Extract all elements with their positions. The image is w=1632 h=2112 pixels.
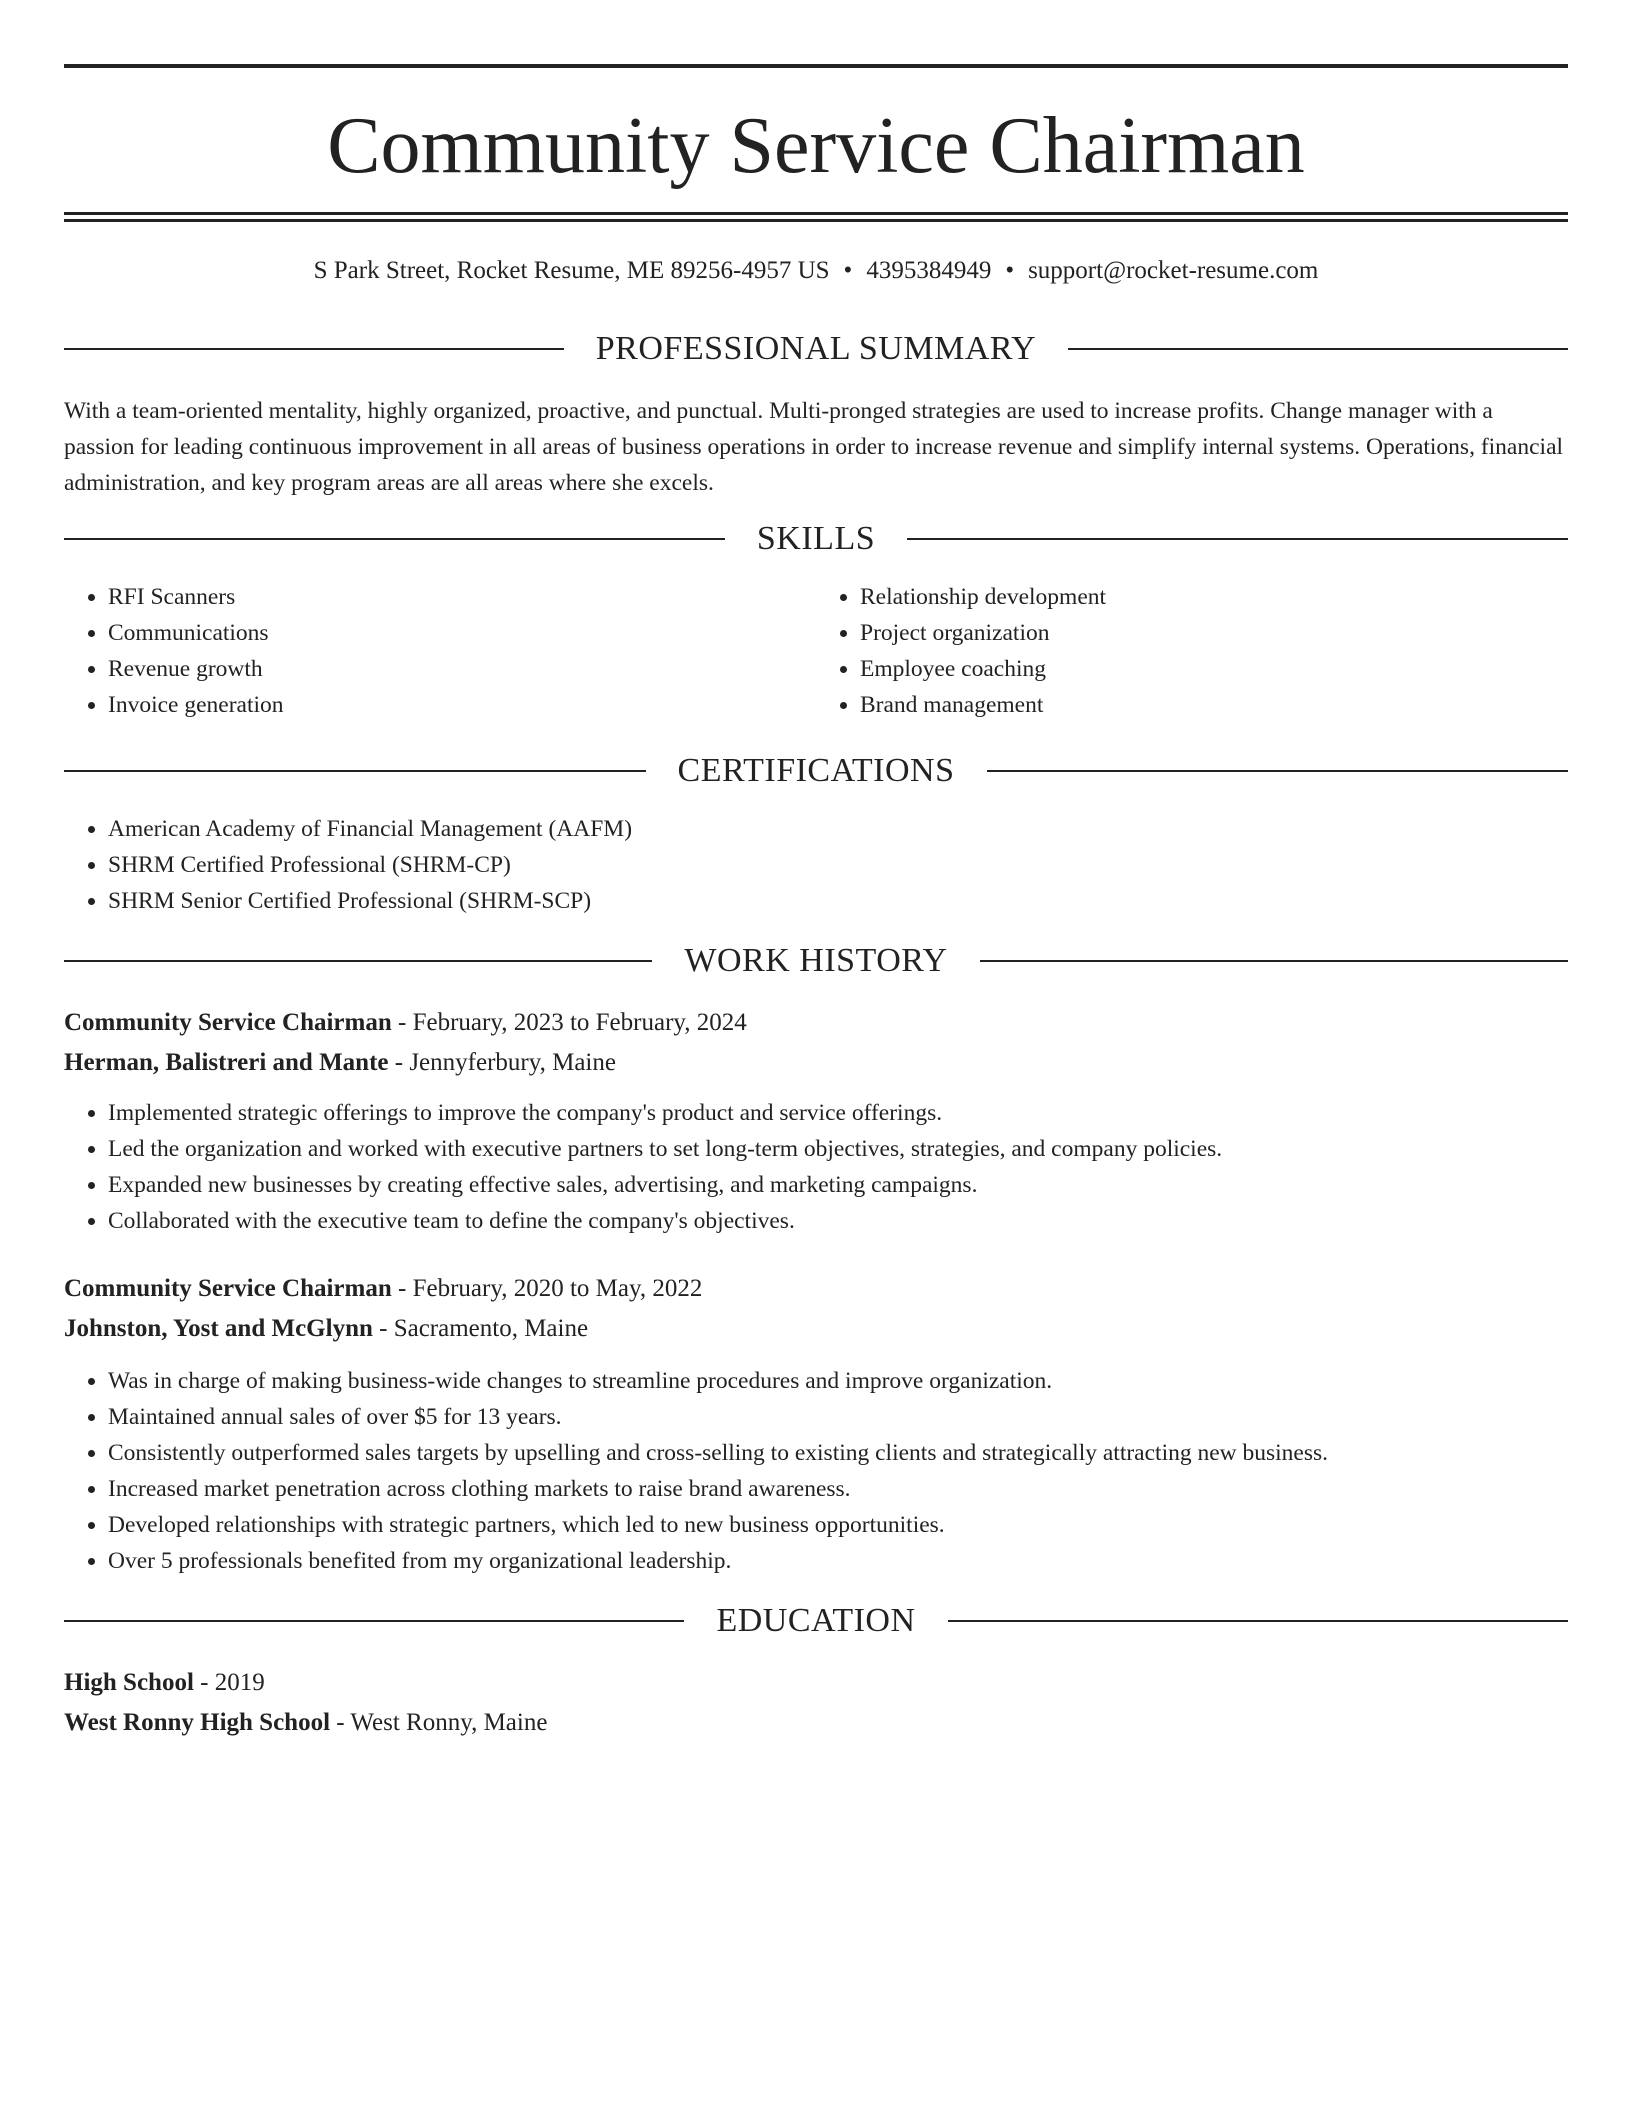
certification-item: • American Academy of Financial Management (AAFM) (108, 811, 1568, 847)
job-title-line (64, 1269, 1568, 1309)
education-heading (64, 1601, 1568, 1641)
skills-list (64, 579, 1568, 723)
summary-heading (64, 329, 1568, 369)
resume-name: Community Service Chairman (327, 102, 1305, 190)
contact-line (64, 256, 1568, 286)
skills-heading-text: SKILLS (756, 520, 876, 557)
heading-rule (64, 1620, 684, 1622)
heading-rule (64, 538, 725, 540)
work-history-heading-text: WORK HISTORY (684, 942, 948, 979)
job-bullet: • Consistently outperformed sales targets by upselling and cross-selling to existing clients and strategically attracting new business. (108, 1435, 1568, 1471)
contact-separator: • (843, 257, 853, 284)
double-rule (64, 212, 1568, 222)
job-bullet: • Collaborated with the executive team to define the company's objectives. (108, 1203, 1568, 1239)
heading-rule (64, 960, 652, 962)
job-bullets (64, 1363, 1568, 1579)
skill-item: • Communications (108, 615, 816, 651)
job-bullet: • Led the organization and worked with executive partners to set long-term objectives, strategies, and company policies. (108, 1131, 1568, 1167)
job-bullet: • Maintained annual sales of over $5 for 13 years. (108, 1399, 1568, 1435)
work-history-heading (64, 941, 1568, 981)
skill-item: • Brand management (860, 687, 1568, 723)
skill-item: • RFI Scanners (108, 579, 816, 615)
heading-rule (1068, 348, 1568, 350)
education-degree: High School (64, 1669, 194, 1696)
job-bullet: • Was in charge of making business-wide changes to streamline procedures and improve organization. (108, 1363, 1568, 1399)
job-bullet: • Increased market penetration across clothing markets to raise brand awareness. (108, 1471, 1568, 1507)
heading-rule (64, 770, 646, 772)
job-company: Johnston, Yost and McGlynn (64, 1315, 373, 1342)
education-entry (64, 1663, 1568, 1743)
job-bullet: • Developed relationships with strategic partners, which led to new business opportunities. (108, 1507, 1568, 1543)
job-company: Herman, Balistreri and Mante (64, 1049, 389, 1076)
job-company-line (64, 1043, 1568, 1083)
skills-heading (64, 519, 1568, 559)
summary-text: With a team-oriented mentality, highly organized, proactive, and punctual. Multi-pronged strategies are used to increase profits. Change manager with a passion for leading continuous improvement in all areas of business operations in order to increase revenue and simplify internal systems. Operations, financial administration, and key program areas are all areas where she excels. (64, 398, 1564, 496)
contact-phone: 4395384949 (866, 257, 992, 284)
job-bullet: • Over 5 professionals benefited from my organizational leadership. (108, 1543, 1568, 1579)
contact-email: support@rocket-resume.com (1028, 257, 1319, 284)
job-entry (64, 1269, 1568, 1579)
skill-item: • Project organization (860, 615, 1568, 651)
certifications-heading-text: CERTIFICATIONS (677, 752, 955, 789)
contact-address: S Park Street, Rocket Resume, ME 89256-4957 US (313, 257, 830, 284)
education-degree-line (64, 1663, 1568, 1703)
top-rule (64, 64, 1568, 68)
certifications-heading (64, 751, 1568, 791)
job-bullet: • Expanded new businesses by creating effective sales, advertising, and marketing campaigns. (108, 1167, 1568, 1203)
heading-rule (907, 538, 1568, 540)
heading-rule (64, 348, 564, 350)
skills-column-right (816, 579, 1568, 723)
heading-rule (948, 1620, 1568, 1622)
certification-item: • SHRM Senior Certified Professional (SHRM-SCP) (108, 883, 1568, 919)
job-company-line (64, 1309, 1568, 1349)
education-school: West Ronny High School (64, 1709, 331, 1736)
education-year: - 2019 (193, 1669, 265, 1696)
job-dates: - February, 2020 to May, 2022 (391, 1275, 703, 1302)
job-bullets (64, 1095, 1568, 1239)
heading-rule (987, 770, 1569, 772)
skill-item: • Invoice generation (108, 687, 816, 723)
skill-item: • Employee coaching (860, 651, 1568, 687)
job-title: Community Service Chairman (64, 1275, 392, 1302)
education-heading-text: EDUCATION (716, 1602, 916, 1639)
certifications-list (64, 811, 1568, 919)
education-location: - West Ronny, Maine (330, 1709, 548, 1736)
education-school-line (64, 1703, 1568, 1743)
job-location: - Jennyferbury, Maine (388, 1049, 616, 1076)
job-title-line (64, 1003, 1568, 1043)
job-title: Community Service Chairman (64, 1009, 392, 1036)
certification-item: • SHRM Certified Professional (SHRM-CP) (108, 847, 1568, 883)
job-entry (64, 1003, 1568, 1239)
skills-column-left (64, 579, 816, 723)
heading-rule (980, 960, 1568, 962)
job-location: - Sacramento, Maine (372, 1315, 589, 1342)
contact-separator: • (1005, 257, 1015, 284)
skill-item: • Revenue growth (108, 651, 816, 687)
job-bullet: • Implemented strategic offerings to improve the company's product and service offerings. (108, 1095, 1568, 1131)
job-dates: - February, 2023 to February, 2024 (391, 1009, 747, 1036)
summary-heading-text: PROFESSIONAL SUMMARY (595, 330, 1037, 367)
skill-item: • Relationship development (860, 579, 1568, 615)
